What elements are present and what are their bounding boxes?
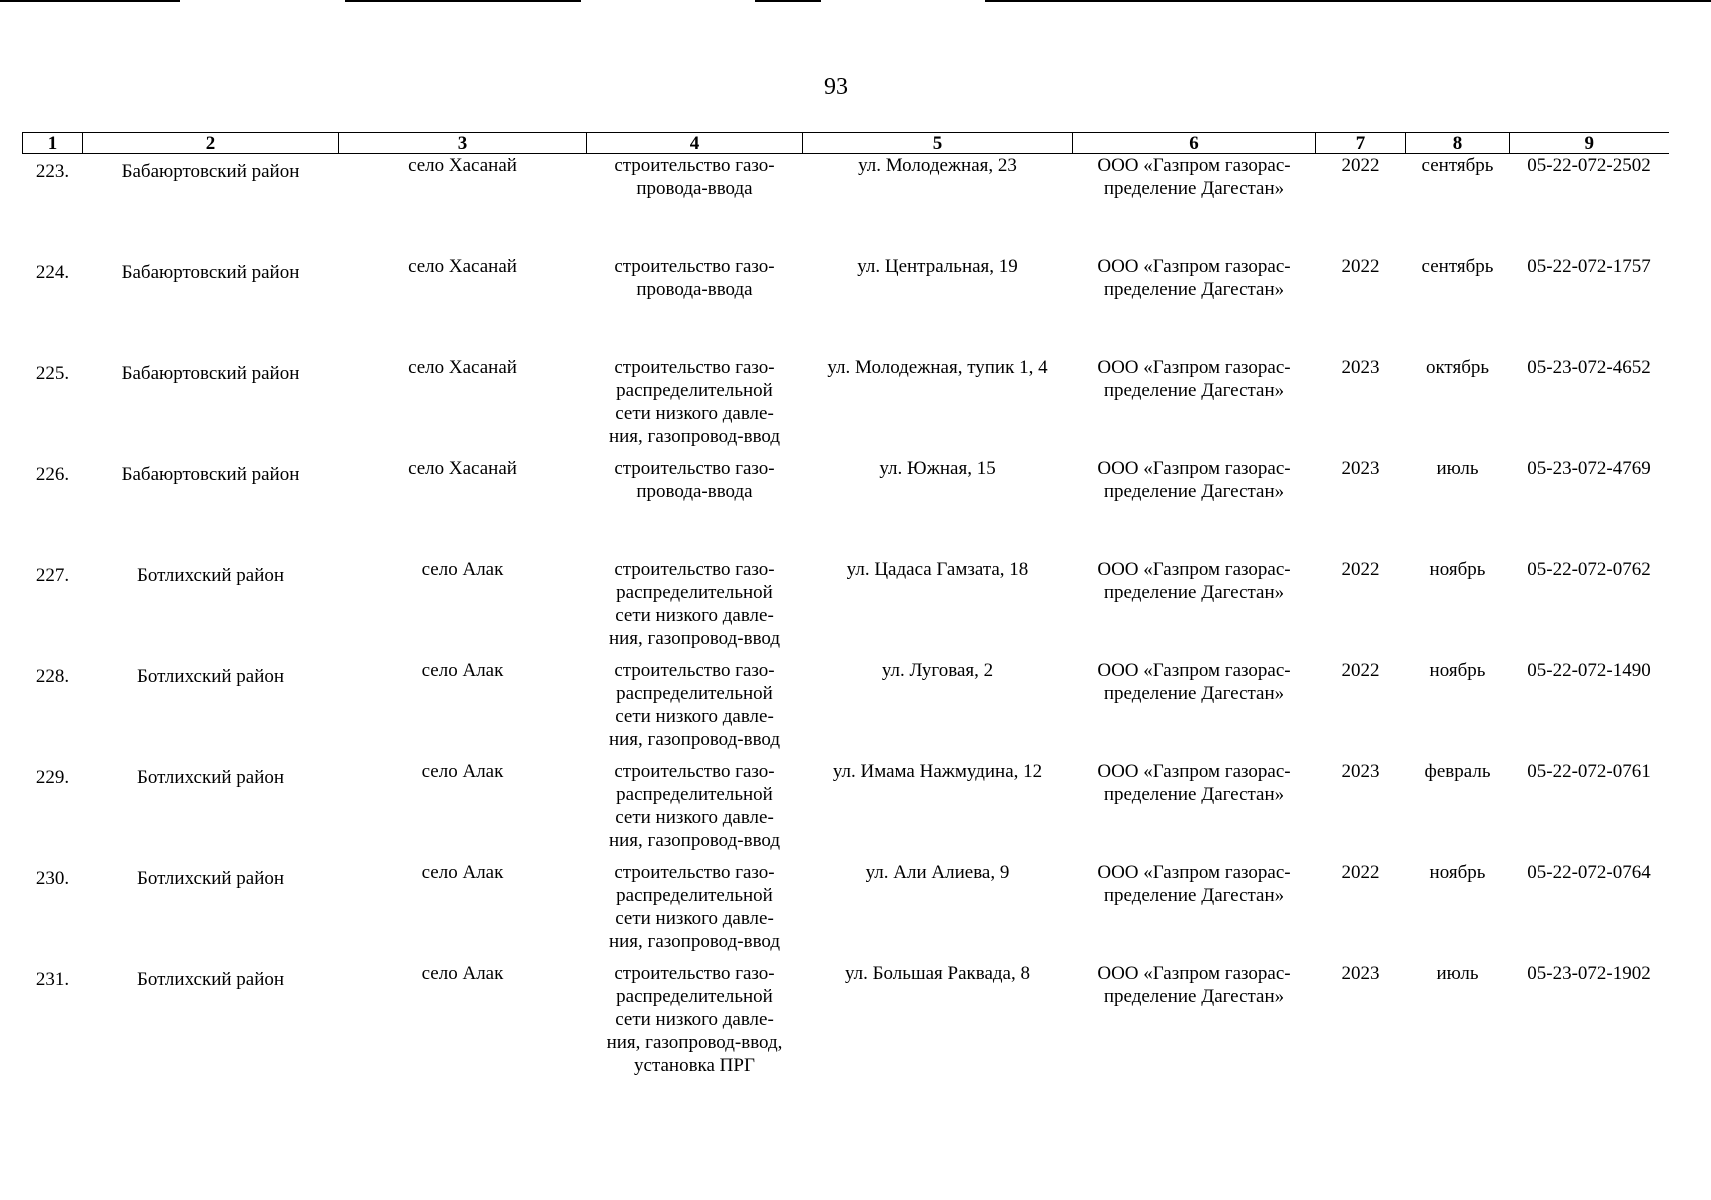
address-cell: ул. Молодежная, тупик 1, 4 — [827, 356, 1048, 378]
row-number-text: 224. — [35, 261, 70, 283]
organization-cell: ООО «Газпром газорас- пределение Дагестан» — [1097, 659, 1291, 704]
work-type-cell: строительство газо- распределительной сети низкого давле- ния, газопровод-ввод — [608, 356, 781, 447]
register-table — [22, 132, 1669, 1084]
column-number: 4 — [587, 133, 803, 154]
address-cell: ул. Большая Раквада, 8 — [845, 962, 1030, 984]
row-number-text: 227. — [35, 564, 70, 586]
column-number: 2 — [83, 133, 339, 154]
object-code-cell: 05-22-072-0762 — [1527, 558, 1651, 580]
scan-edge-line — [345, 0, 581, 2]
address-cell: ул. Центральная, 19 — [857, 255, 1018, 277]
month-cell: сентябрь — [1421, 155, 1494, 176]
organization-cell: ООО «Газпром газорас- пределение Дагестан» — [1097, 760, 1291, 805]
table-row — [23, 255, 1669, 356]
row-number-text: 231. — [35, 968, 70, 990]
work-type-cell: строительство газо- распределительной сети низкого давле- ния, газопровод-ввод — [608, 558, 781, 649]
column-number: 6 — [1073, 133, 1316, 154]
object-code-cell: 05-22-072-1757 — [1527, 255, 1651, 277]
work-type-cell: строительство газо- распределительной сети низкого давле- ния, газопровод-ввод — [608, 760, 781, 851]
month-cell: июль — [1436, 962, 1479, 984]
row-number-cell — [23, 356, 83, 457]
locality-cell: село Алак — [421, 659, 504, 681]
column-number: 8 — [1406, 133, 1510, 154]
object-code-cell: 05-22-072-0761 — [1527, 760, 1651, 782]
row-number-cell — [23, 962, 83, 1084]
district-text: Ботлихский район — [136, 968, 285, 990]
table-row — [23, 861, 1669, 962]
year-cell: 2023 — [1341, 457, 1380, 479]
page-number: 93 — [824, 74, 848, 100]
work-type-cell: строительство газо- распределительной сети низкого давле- ния, газопровод-ввод, установка ПРГ — [606, 962, 783, 1076]
work-type-cell: строительство газо- провода-ввода — [614, 155, 775, 199]
scan-edge-line — [985, 0, 1711, 2]
district-cell — [83, 861, 339, 962]
district-text: Бабаюртовский район — [121, 362, 300, 384]
column-number: 5 — [803, 133, 1073, 154]
month-cell: ноябрь — [1429, 861, 1486, 883]
address-cell: ул. Молодежная, 23 — [858, 155, 1017, 176]
year-cell: 2022 — [1341, 861, 1380, 883]
locality-cell: село Алак — [421, 962, 504, 984]
year-cell: 2023 — [1341, 356, 1380, 378]
year-cell: 2022 — [1341, 558, 1380, 580]
organization-cell: ООО «Газпром газорас- пределение Дагестан» — [1097, 356, 1291, 401]
column-number: 7 — [1316, 133, 1406, 154]
year-cell: 2023 — [1341, 962, 1380, 984]
table-row — [23, 154, 1669, 255]
row-number-cell — [23, 760, 83, 861]
object-code-cell: 05-22-072-1490 — [1527, 659, 1651, 681]
table-row — [23, 659, 1669, 760]
month-cell: сентябрь — [1421, 255, 1494, 277]
organization-cell: ООО «Газпром газорас- пределение Дагестан» — [1097, 861, 1291, 906]
row-number-cell — [23, 861, 83, 962]
row-number-text: 230. — [35, 867, 70, 889]
column-number: 9 — [1510, 133, 1669, 154]
row-number-text: 223. — [35, 161, 70, 182]
address-cell: ул. Али Алиева, 9 — [865, 861, 1010, 883]
district-text: Ботлихский район — [136, 665, 285, 687]
row-number-text: 226. — [35, 463, 70, 485]
address-cell: ул. Имама Нажмудина, 12 — [832, 760, 1043, 782]
table-row — [23, 457, 1669, 558]
column-number: 3 — [339, 133, 587, 154]
scan-edge-line — [755, 0, 821, 2]
month-cell: октябрь — [1425, 356, 1490, 378]
district-cell — [83, 659, 339, 760]
organization-cell: ООО «Газпром газорас- пределение Дагестан» — [1097, 962, 1291, 1007]
table-row — [23, 760, 1669, 861]
year-cell: 2022 — [1341, 659, 1380, 681]
column-number: 1 — [23, 133, 83, 154]
district-text: Ботлихский район — [136, 867, 285, 889]
district-cell — [83, 962, 339, 1084]
locality-cell: село Алак — [421, 760, 504, 782]
month-cell: июль — [1436, 457, 1479, 479]
month-cell: февраль — [1424, 760, 1491, 782]
scan-edge-line — [0, 0, 180, 2]
district-cell — [83, 558, 339, 659]
district-text: Ботлихский район — [136, 564, 285, 586]
work-type-cell: строительство газо- провода-ввода — [614, 457, 775, 502]
district-text: Ботлихский район — [136, 766, 285, 788]
table-body — [23, 154, 1669, 1084]
row-number-cell — [23, 457, 83, 558]
work-type-cell: строительство газо- распределительной сети низкого давле- ния, газопровод-ввод — [608, 659, 781, 750]
row-number-text: 229. — [35, 766, 70, 788]
object-code-cell: 05-22-072-0764 — [1527, 861, 1651, 883]
object-code-cell: 05-22-072-2502 — [1527, 155, 1651, 176]
district-text: Бабаюртовский район — [121, 463, 300, 485]
work-type-cell: строительство газо- распределительной сети низкого давле- ния, газопровод-ввод — [608, 861, 781, 952]
district-text: Бабаюртовский район — [121, 161, 300, 182]
year-cell: 2022 — [1341, 255, 1380, 277]
organization-cell: ООО «Газпром газорас- пределение Дагестан» — [1097, 558, 1291, 603]
locality-cell: село Хасанай — [408, 255, 517, 277]
row-number-text: 228. — [35, 665, 70, 687]
locality-cell: село Хасанай — [408, 356, 517, 378]
row-number-cell — [23, 558, 83, 659]
year-cell: 2022 — [1341, 155, 1380, 176]
locality-cell: село Алак — [421, 861, 504, 883]
row-number-cell — [23, 154, 83, 255]
district-cell — [83, 154, 339, 255]
locality-cell: село Хасанай — [408, 155, 517, 176]
work-type-cell: строительство газо- провода-ввода — [614, 255, 775, 300]
table-row — [23, 356, 1669, 457]
object-code-cell: 05-23-072-4769 — [1527, 457, 1651, 479]
organization-cell: ООО «Газпром газорас- пределение Дагестан» — [1097, 457, 1291, 502]
district-text: Бабаюртовский район — [121, 261, 300, 283]
address-cell: ул. Цадаса Гамзата, 18 — [846, 558, 1029, 580]
row-number-text: 225. — [35, 362, 70, 384]
object-code-cell: 05-23-072-4652 — [1527, 356, 1651, 378]
month-cell: ноябрь — [1429, 558, 1486, 580]
column-number-row — [23, 133, 1669, 154]
table-row — [23, 962, 1669, 1084]
object-code-cell: 05-23-072-1902 — [1527, 962, 1651, 984]
district-cell — [83, 760, 339, 861]
address-cell: ул. Южная, 15 — [879, 457, 996, 479]
row-number-cell — [23, 659, 83, 760]
locality-cell: село Хасанай — [408, 457, 517, 479]
district-cell — [83, 356, 339, 457]
locality-cell: село Алак — [421, 558, 504, 580]
district-cell — [83, 457, 339, 558]
district-cell — [83, 255, 339, 356]
organization-cell: ООО «Газпром газорас- пределение Дагестан» — [1097, 255, 1291, 300]
organization-cell: ООО «Газпром газорас- пределение Дагестан» — [1097, 155, 1291, 199]
address-cell: ул. Луговая, 2 — [881, 659, 994, 681]
year-cell: 2023 — [1341, 760, 1380, 782]
table-row — [23, 558, 1669, 659]
row-number-cell — [23, 255, 83, 356]
month-cell: ноябрь — [1429, 659, 1486, 681]
